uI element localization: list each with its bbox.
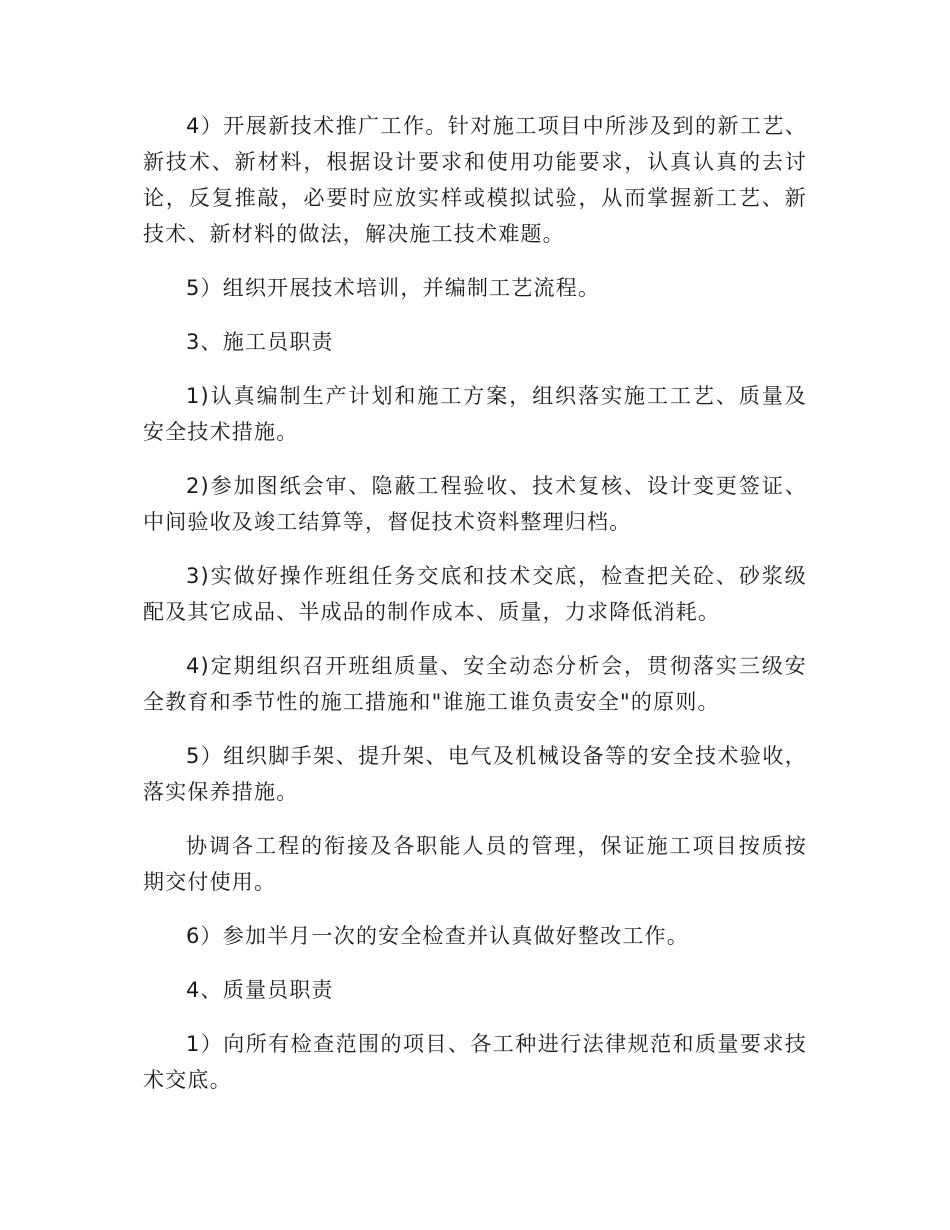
paragraph-quality-briefing: 1）向所有检查范围的项目、各工种进行法律规范和质量要求技术交底。 xyxy=(143,1032,807,1092)
paragraph-new-technology-promotion: 4）开展新技术推广工作。针对施工项目中所涉及到的新工艺、新技术、新材料，根据设计要求和使用功能要求，认真认真的去讨论，反复推敲，必要时应放实样或模拟试验，从而掌握新工艺、新技术、新材料的做法，解决施工技术难题。 xyxy=(143,114,807,246)
paragraph-technical-training: 5）组织开展技术培训，并编制工艺流程。 xyxy=(186,276,601,300)
paragraph-coordination: 协调各工程的衔接及各职能人员的管理，保证施工项目按质按期交付使用。 xyxy=(143,834,807,894)
paragraph-technical-briefing: 3)实做好操作班组任务交底和技术交底，检查把关砼、砂浆级配及其它成品、半成品的制作成本、质量，力求降低消耗。 xyxy=(143,564,807,624)
paragraph-safety-inspection: 6）参加半月一次的安全检查并认真做好整改工作。 xyxy=(186,924,689,948)
paragraph-drawing-review: 2)参加图纸会审、隐蔽工程验收、技术复核、设计变更签证、中间验收及竣工结算等，督促技术资料整理归档。 xyxy=(143,474,807,534)
document-body xyxy=(143,108,807,1116)
paragraph-safety-meetings: 4)定期组织召开班组质量、安全动态分析会，贯彻落实三级安全教育和季节性的施工措施和"谁施工谁负责安全"的原则。 xyxy=(143,654,807,714)
section-heading-quality-staff-duties: 4、质量员职责 xyxy=(186,978,334,1002)
paragraph-production-plan: 1)认真编制生产计划和施工方案，组织落实施工工艺、质量及安全技术措施。 xyxy=(143,384,807,444)
section-heading-construction-staff-duties: 3、施工员职责 xyxy=(186,330,334,354)
paragraph-equipment-acceptance: 5）组织脚手架、提升架、电气及机械设备等的安全技术验收，落实保养措施。 xyxy=(143,744,807,804)
